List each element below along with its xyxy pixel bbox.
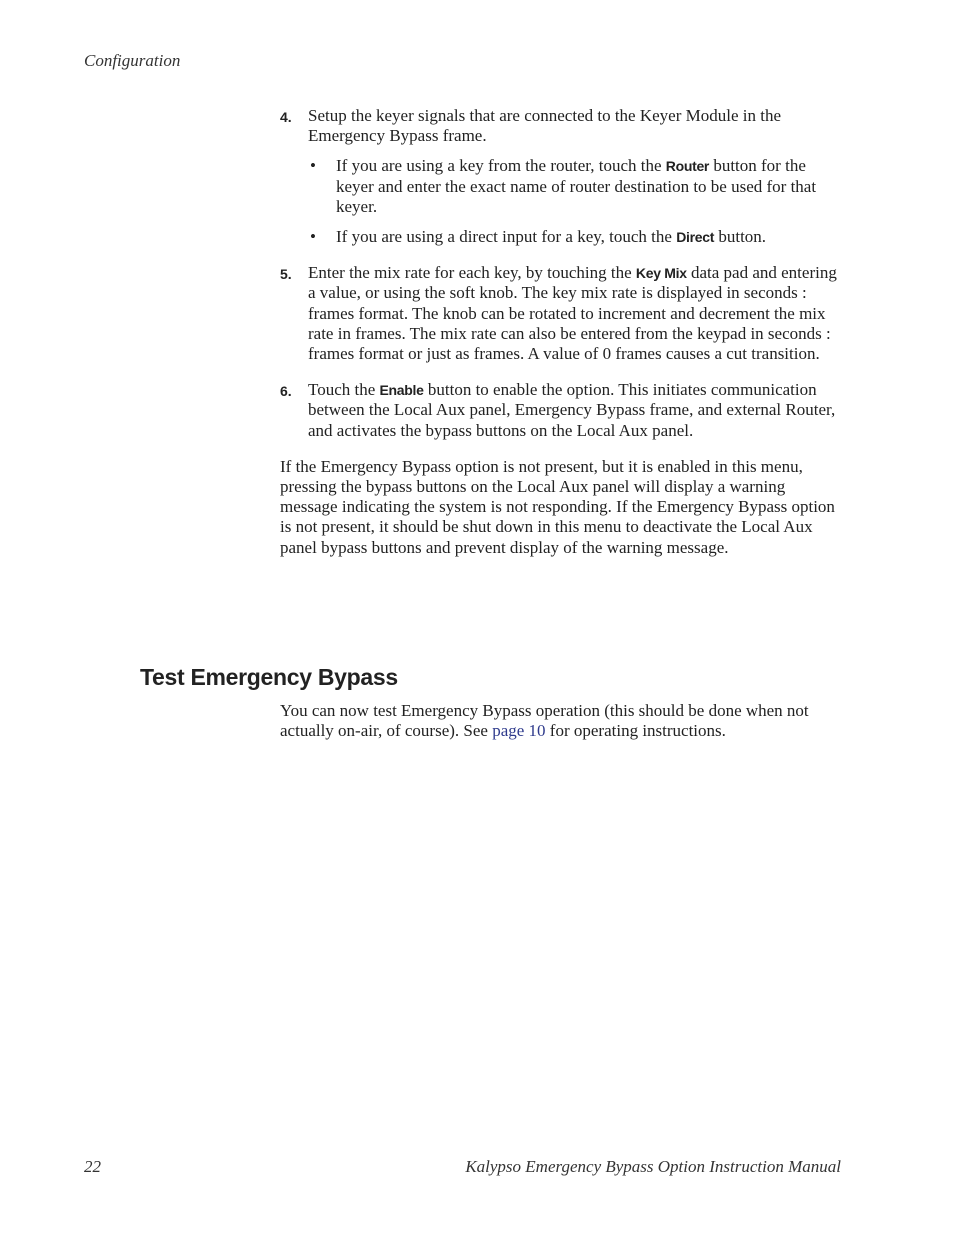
step-text-pre: Enter the mix rate for each key, by touching the bbox=[308, 263, 636, 283]
page-10-link[interactable]: page 10 bbox=[492, 721, 546, 741]
bullet-item-direct bbox=[308, 227, 842, 247]
bullet-text-pre: If you are using a key from the router, touch the bbox=[336, 156, 666, 176]
enable-button-label: Enable bbox=[379, 382, 424, 399]
section-body bbox=[280, 701, 842, 741]
step-number: 4. bbox=[280, 109, 292, 125]
bullet-dot-icon: • bbox=[310, 227, 316, 247]
key-mix-label: Key Mix bbox=[635, 265, 687, 282]
direct-button-label: Direct bbox=[676, 229, 715, 246]
page-number: 22 bbox=[84, 1157, 101, 1176]
bullet-item-router bbox=[308, 156, 842, 217]
step-4 bbox=[280, 106, 842, 247]
section-heading: Test Emergency Bypass bbox=[140, 664, 398, 690]
step-6 bbox=[280, 380, 842, 441]
manual-title: Kalypso Emergency Bypass Option Instruction Manual bbox=[465, 1157, 841, 1176]
bullet-text-pre: If you are using a direct input for a key, touch the bbox=[336, 227, 677, 247]
running-header: Configuration bbox=[84, 51, 181, 70]
step-text-post: data pad and entering a value, or using the soft knob. The key mix rate is displayed in seconds : frames format. The knob can be rotated to increment and decrement the mix rate in frames. The mix rate can also be entered from the keypad in seconds : frames format or just as frames. A value of 0 frames causes a cut transition. bbox=[308, 263, 837, 364]
step-number: 5. bbox=[280, 266, 292, 283]
step-text: Setup the keyer signals that are connected to the Keyer Module in the Emergency Bypass frame. bbox=[308, 106, 782, 146]
section-text-pre: You can now test Emergency Bypass operation (this should be done when not actually on-air, of course). See bbox=[280, 701, 809, 741]
note-paragraph: If the Emergency Bypass option is not present, but it is enabled in this menu, pressing the bypass buttons on the Local Aux panel will display a warning message indicating the system is not responding. If the Emergency Bypass option is not present, it should be shut down in this menu to deactivate the Local Aux panel bypass buttons and prevent display of the warning message. bbox=[280, 456, 835, 557]
bullet-dot-icon: • bbox=[310, 156, 316, 176]
section-text-post: for operating instructions. bbox=[545, 721, 726, 741]
step-number: 6. bbox=[280, 383, 292, 400]
main-content bbox=[280, 106, 842, 558]
step-5 bbox=[280, 263, 842, 364]
step-text-pre: Touch the bbox=[308, 380, 380, 400]
step-text-post: button to enable the option. This initiates communication between the Local Aux panel, Emergency Bypass frame, and external Router, and activates the bypass buttons on the Local Aux panel. bbox=[308, 380, 836, 440]
router-button-label: Router bbox=[665, 158, 710, 175]
bullet-list bbox=[308, 156, 842, 247]
bullet-text-post: button for the keyer and enter the exact name of router destination to be used for that keyer. bbox=[336, 156, 817, 216]
bullet-text-post: button. bbox=[714, 227, 767, 247]
